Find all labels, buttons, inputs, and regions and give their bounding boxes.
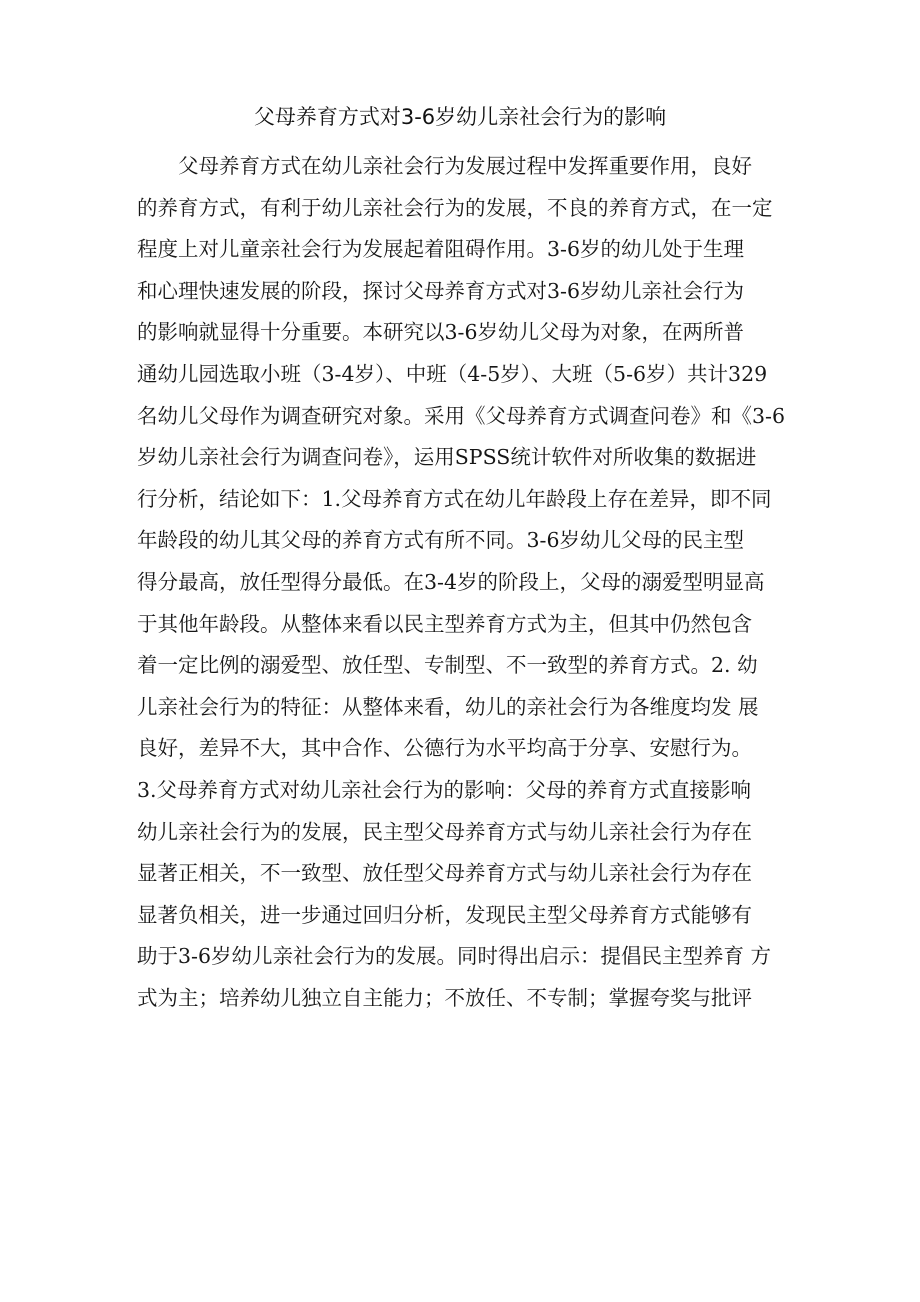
paragraph-line: 和心理快速发展的阶段，探讨父母养育方式对3-6岁幼儿亲社会行为: [137, 278, 745, 303]
document-title: 父母养育方式对3-6岁幼儿亲社会行为的影响: [253, 105, 667, 129]
paragraph-line: 着一定比例的溺爱型、放任型、专制型、不一致型的养育方式。2. 幼: [137, 653, 758, 678]
paragraph-line: 显著正相关，不一致型、放任型父母养育方式与幼儿亲社会行为存在: [137, 861, 752, 886]
document-body: [137, 149, 817, 1022]
paragraph-line: 程度上对儿童亲社会行为发展起着阻碍作用。3-6岁的幼儿处于生理: [137, 237, 745, 262]
paragraph-line: 的养育方式，有利于幼儿亲社会行为的发展，不良的养育方式，在一定: [137, 195, 773, 220]
paragraph-line: 行分析，结论如下：1.父母养育方式在幼儿年龄段上存在差异，即不同: [137, 486, 772, 511]
paragraph-line: 幼儿亲社会行为的发展，民主型父母养育方式与幼儿亲社会行为存在: [137, 819, 752, 844]
paragraph-line: 得分最高，放任型得分最低。在3-4岁的阶段上，父母的溺爱型明显高: [137, 569, 765, 594]
paragraph-line: 助于3-6岁幼儿亲社会行为的发展。同时得出启示：提倡民主型养育 方: [137, 944, 772, 969]
paragraph-line: 名幼儿父母作为调查研究对象。采用《父母养育方式调查问卷》和《3-6: [137, 403, 786, 428]
paragraph-line: 通幼儿园选取小班（3-4岁）、中班（4-5岁）、大班（5-6岁）共计329: [137, 361, 768, 386]
paragraph-line: 良好，差异不大，其中合作、公德行为水平均高于分享、安慰行为。: [137, 736, 752, 761]
paragraph-line: 岁幼儿亲社会行为调查问卷》，运用SPSS统计软件对所收集的数据进: [137, 445, 757, 470]
paragraph-line: 父母养育方式在幼儿亲社会行为发展过程中发挥重要作用，良好: [178, 154, 752, 178]
paragraph-line: 3.父母养育方式对幼儿亲社会行为的影响：父母的养育方式直接影响: [137, 777, 752, 802]
paragraph-line: 显著负相关，进一步通过回归分析，发现民主型父母养育方式能够有: [137, 902, 752, 927]
paragraph-line: 式为主；培养幼儿独立自主能力；不放任、不专制；掌握夸奖与批评: [137, 985, 752, 1010]
paragraph-line: 的影响就显得十分重要。本研究以3-6岁幼儿父母为对象，在两所普: [137, 320, 745, 345]
paragraph-line: 年龄段的幼儿其父母的养育方式有所不同。3-6岁幼儿父母的民主型: [137, 528, 745, 553]
paragraph-line: 儿亲社会行为的特征：从整体来看，幼儿的亲社会行为各维度均发 展: [137, 694, 759, 719]
paragraph-line: 于其他年龄段。从整体来看以民主型养育方式为主，但其中仍然包含: [137, 611, 752, 636]
